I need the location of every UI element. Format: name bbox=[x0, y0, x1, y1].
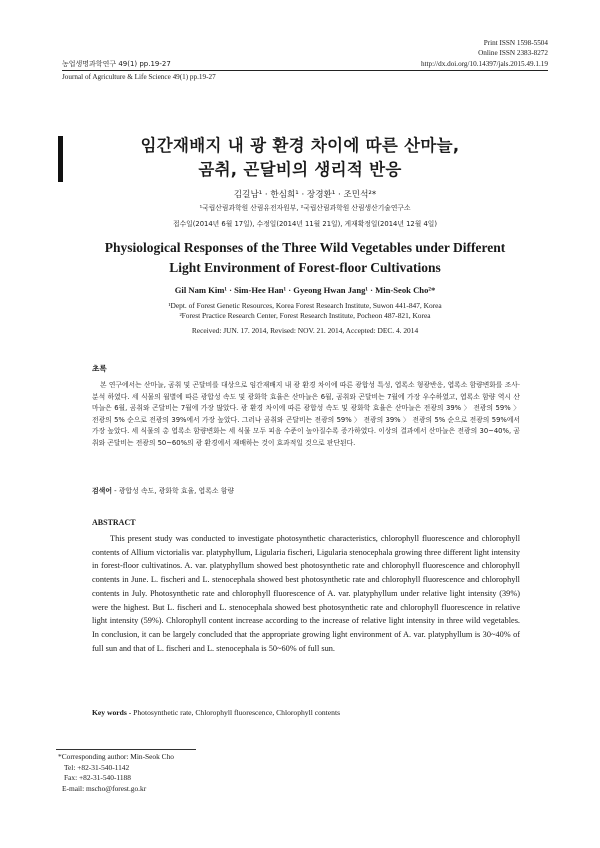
corresponding-tel: Tel: +82-31-540-1142 bbox=[64, 763, 130, 772]
korean-abstract-heading: 초록 bbox=[92, 364, 107, 373]
footnote-rule bbox=[56, 749, 196, 750]
english-keywords-list: - Photosynthetic rate, Chlorophyll fluorescence, Chlorophyll contents bbox=[126, 708, 341, 717]
english-dates: Received: JUN. 17. 2014, Revised: NOV. 21. 2014, Accepted: DEC. 4. 2014 bbox=[191, 326, 419, 335]
corresponding-fax: Fax: +82-31-540-1188 bbox=[64, 773, 131, 782]
korean-authors: 김길남¹ · 한심희¹ · 장경환¹ · 조민석²* bbox=[233, 190, 377, 200]
korean-abstract-text: 본 연구에서는 산마늘, 곰취 및 곤달비를 대상으로 임간재배지 내 광 환경 차이에 따른 광합성 특성, 엽록소 형광반응, 엽록소 함량변화를 조사·분석 하였다. 세 식물의 월별에 따른 광합성 속도 및 광화학 효율은 산마늘은 6월, 곰취와 곤달비는 7월에 가장 우수하였고, 엽록소 함량 역시 산마늘은 6월, 곰취와 곤달비는 7월에 가장 많았다. 광 환경 차이에 따른 광합성 속도 및 광화학 효율은 산마늘은 전광의 39% 〉 전광의 59% 〉 전광의 5% 순으로 전광의 39%에서 가장 높았다. 그러나 곰취와 곤달비는 전광의 59% 〉 전광의 39% 〉 전광의 5% 순으로 전광의 59%에서 가장 높았다. 세 식물의 총 엽록소 함량변화는 세 식물 모두 피음 수준이 높아질수록 증가하였다. 이상의 결과에서 산마늘은 전광의 30~40%, 곰취와 곤달비는 전광의 50~60%의 광 환경에서 재배하는 것이 효과적일 것으로 판단된다. bbox=[92, 381, 520, 447]
korean-affiliation: ¹국립산림과학원 산림유전자원부, ²국립산림과학원 산림생산기술연구소 bbox=[199, 204, 411, 212]
english-affiliation-line1: ¹Dept. of Forest Genetic Resources, Korea Forest Research Institute, Suwon 441-847, Korea bbox=[168, 301, 442, 310]
korean-title-line2: 곰취, 곤달비의 생리적 반응 bbox=[198, 160, 402, 179]
english-affiliation-line2: ²Forest Practice Research Center, Forest Research Institute, Pocheon 487-821, Korea bbox=[179, 311, 431, 320]
online-issn: Online ISSN 2383-8272 bbox=[478, 49, 548, 57]
abstract-text: This present study was conducted to investigate photosynthetic characteristics, chlorophyll fluorescence and chlorophyll contents of Allium victorialis var. platyphyllum, Ligularia fischeri, Ligularia stenocephala growing three different light intensity in forest-floor cultivatinos. A. var. platyphyllum showed best photosynthetic rate and chlorophyll fluorescence and chlorophyll contents in June. L. fischeri and L. stenocephala showed best photosynthetic rate and chlorophyll fluorescence and chlorophyll contents in July. Photosynthetic rate and chlorophyll fluorescence of A. var. platyphyllum under relative light intensity (39%) were the highest. But L. fischeri and L. stenocephala showed best photosynthetic rate and chlorophyll fluorescence in relative light intensity (59%). Chlorophyll content increase according to the increase of relative light intensity in three wild vegetables. In conclusion, it can be largely concluded that the appropriate growing light environment of A. var. platyphyllum is 30~40% of full sun and that of L. fischeri and L. stenocephala is 50~60% of full sun. bbox=[92, 534, 520, 653]
journal-eng: Journal of Agriculture & Life Science 49(1) pp.19-27 bbox=[62, 73, 216, 81]
english-authors: Gil Nam Kim¹ · Sim-Hee Han¹ · Gyeong Hwan Jang¹ · Min-Seok Cho²* bbox=[174, 285, 436, 295]
print-issn: Print ISSN 1598-5504 bbox=[483, 39, 548, 47]
korean-keywords-label: 검색어 bbox=[92, 487, 112, 495]
journal-kor: 농업생명과학연구 49(1) pp.19-27 bbox=[62, 60, 171, 68]
corresponding-author: *Corresponding author: Min-Seok Cho bbox=[58, 752, 174, 761]
doi-link[interactable]: http://dx.doi.org/10.14397/jals.2015.49.1.19 bbox=[420, 60, 548, 68]
english-title-line2: Light Environment of Forest-floor Cultivations bbox=[169, 260, 441, 275]
english-keywords bbox=[92, 708, 340, 717]
korean-keywords bbox=[92, 485, 234, 495]
english-keywords-label: Key words bbox=[92, 708, 127, 717]
header-rule bbox=[62, 70, 548, 71]
abstract-heading: ABSTRACT bbox=[92, 518, 136, 527]
korean-dates: 접수일(2014년 6월 17일), 수정일(2014년 11월 21일), 게재확정일(2014년 12월 4일) bbox=[173, 220, 437, 228]
corresponding-email[interactable]: E-mail: mscho@forest.go.kr bbox=[62, 784, 147, 793]
korean-title-line1: 임간재배지 내 광 환경 차이에 따른 산마늘, bbox=[140, 136, 460, 155]
title-accent-bar bbox=[58, 136, 63, 182]
korean-keywords-list: - 광합성 속도, 광화학 효율, 엽록소 함량 bbox=[111, 487, 235, 495]
english-title-line1: Physiological Responses of the Three Wild Vegetables under Different bbox=[104, 240, 506, 255]
